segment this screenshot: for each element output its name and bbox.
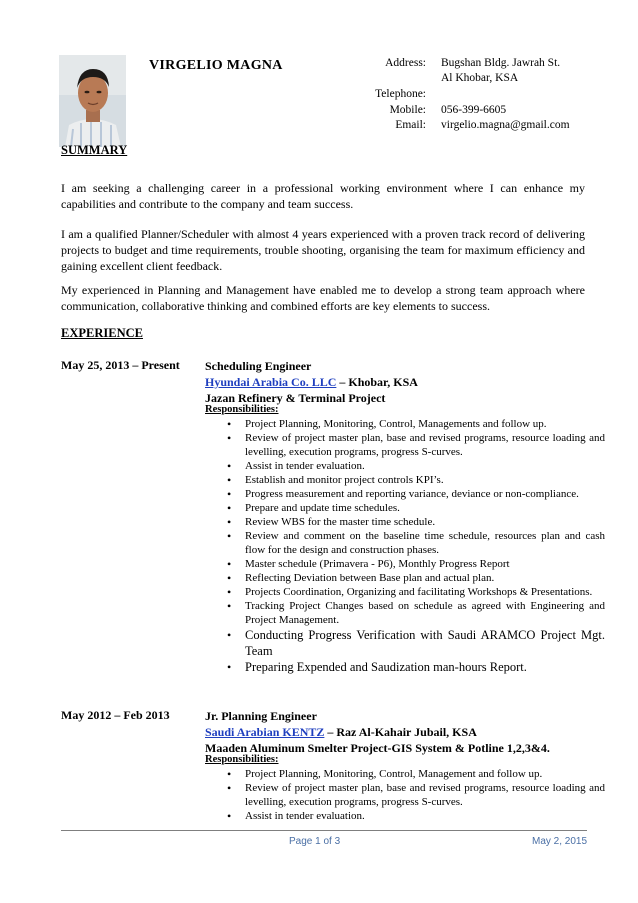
responsibility-item: • Preparing Expended and Saudization man-hours Report. <box>205 659 605 675</box>
address-label: Address: <box>385 57 426 69</box>
responsibility-item: • Review WBS for the master time schedule. <box>205 515 605 529</box>
footer-date: May 2, 2015 <box>532 836 588 847</box>
responsibility-item: • Tracking Project Changes based on schedule as agreed with Engineering and Project Management. <box>205 599 605 627</box>
responsibilities-label: Responsibilities: <box>205 404 279 415</box>
address-line-1: Bugshan Bldg. Jawrah St. <box>441 57 561 69</box>
responsibility-item: • Reflecting Deviation between Base plan and actual plan. <box>205 571 605 585</box>
experience-heading: EXPERIENCE <box>61 326 143 340</box>
responsibility-item: • Project Planning, Monitoring, Control, Managements and follow up. <box>205 417 605 431</box>
company-link[interactable]: Hyundai Arabia Co. LLC <box>205 375 337 389</box>
job-dates: May 2012 – Feb 2013 <box>61 708 170 722</box>
job-company-line <box>205 374 418 390</box>
responsibility-item: • Assist in tender evaluation. <box>205 809 605 823</box>
responsibility-item: • Prepare and update time schedules. <box>205 501 605 515</box>
candidate-name: VIRGELIO MAGNA <box>149 58 283 73</box>
address-line-2: Al Khobar, KSA <box>441 72 519 84</box>
responsibility-item: • Establish and monitor project controls KPI’s. <box>205 473 605 487</box>
responsibilities-list <box>205 417 605 675</box>
job-project: Maaden Aluminum Smelter Project-GIS System & Potline 1,2,3&4. <box>205 741 550 755</box>
responsibility-item: • Master schedule (Primavera - P6), Monthly Progress Report <box>205 557 605 571</box>
job-location: – Raz Al-Kahair Jubail, KSA <box>324 725 477 739</box>
responsibility-item: • Progress measurement and reporting variance, deviance or non-compliance. <box>205 487 605 501</box>
summary-heading: SUMMARY <box>61 143 128 157</box>
responsibility-item: • Assist in tender evaluation. <box>205 459 605 473</box>
responsibility-item: • Review of project master plan, base and revised programs, resource loading and levelling, execution programs, progress S-curves. <box>205 431 605 459</box>
summary-paragraph: My experienced in Planning and Management have enabled me to develop a strong team approach where communication, collaborative thinking and combined efforts are key elements to success. <box>61 283 585 313</box>
footer-divider <box>61 830 587 831</box>
company-link[interactable]: Saudi Arabian KENTZ <box>205 725 325 739</box>
summary-paragraph: I am a qualified Planner/Scheduler with almost 4 years experienced with a proven track record of delivering projects to budget and time requirements, trouble shooting, organising the team for maximum efficiency and gaining excellent client feedback. <box>61 227 585 273</box>
responsibility-item: • Review of project master plan, base and revised programs, resource loading and levelling, execution programs, progress S-curves. <box>205 781 605 809</box>
summary-paragraph: I am seeking a challenging career in a professional working environment where I can enhance my capabilities and contribute to the company and team success. <box>61 181 585 211</box>
email-label: Email: <box>395 119 426 131</box>
page-number: Page 1 of 3 <box>289 836 341 847</box>
telephone-label: Telephone: <box>375 88 426 100</box>
job-dates: May 25, 2013 – Present <box>61 358 180 372</box>
job-project: Jazan Refinery & Terminal Project <box>205 391 386 405</box>
mobile-value: 056-399-6605 <box>441 104 507 116</box>
responsibility-item: • Projects Coordination, Organizing and facilitating Workshops & Presentations. <box>205 585 605 599</box>
profile-photo <box>59 55 126 147</box>
job-location: – Khobar, KSA <box>336 375 418 389</box>
mobile-label: Mobile: <box>389 104 426 116</box>
job-title: Scheduling Engineer <box>205 359 312 373</box>
responsibilities-list <box>205 767 605 823</box>
job-company-line <box>205 724 477 740</box>
responsibility-item: • Project Planning, Monitoring, Control, Management and follow up. <box>205 767 605 781</box>
email-value[interactable]: virgelio.magna@gmail.com <box>441 119 570 131</box>
responsibilities-label: Responsibilities: <box>205 754 279 765</box>
responsibility-item: • Conducting Progress Verification with Saudi ARAMCO Project Mgt. Team <box>205 627 605 659</box>
responsibility-item: • Review and comment on the baseline time schedule, resources plan and cash flow for the design and construction phases. <box>205 529 605 557</box>
job-title: Jr. Planning Engineer <box>205 709 317 723</box>
